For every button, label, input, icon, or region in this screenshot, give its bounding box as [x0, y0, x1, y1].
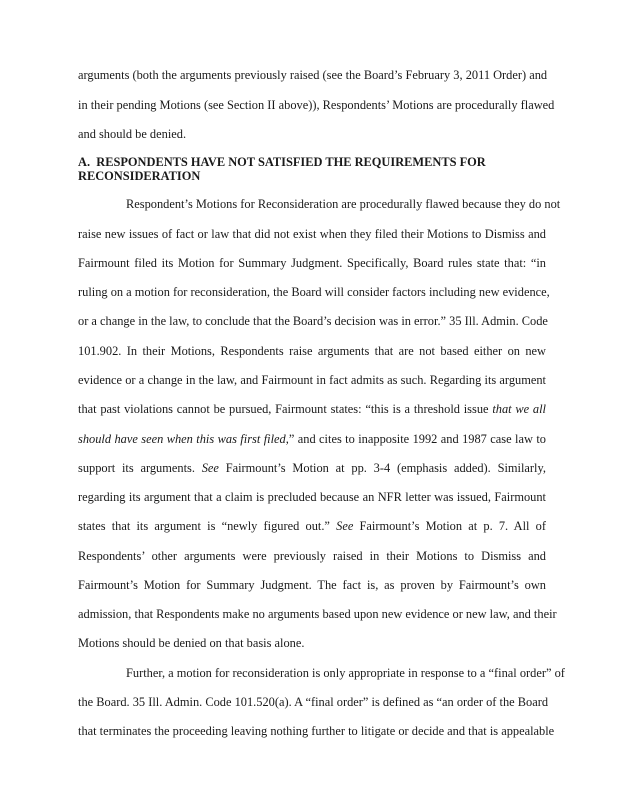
paragraph-1-line-10-see: See	[201, 461, 219, 475]
paragraph-1-line-6: 101.902. In their Motions, Respondents raise arguments that are not based either on new	[78, 344, 546, 358]
paragraph-1-line-10	[78, 461, 546, 476]
intro-line-3: and should be denied.	[78, 127, 187, 141]
intro-line-2: in their pending Motions (see Section II above)), Respondents’ Motions are procedurally flawed	[78, 98, 555, 112]
paragraph-1-line-7: evidence or a change in the law, and Fairmount in fact admits as such. Regarding its argument	[78, 373, 546, 387]
section-heading-line-1: RESPONDENTS HAVE NOT SATISFIED THE REQUIREMENTS FOR	[96, 155, 486, 169]
paragraph-1-line-8-text: that past violations cannot be pursued, Fairmount states: “this is a threshold issue	[78, 402, 493, 416]
paragraph-1-line-13: Respondents’ other arguments were previously raised in their Motions to Dismiss and	[78, 549, 546, 563]
paragraph-1-line-15: admission, that Respondents make no arguments based upon new evidence or new law, and their	[78, 607, 557, 621]
paragraph-1-line-8-italic: that we all	[492, 402, 546, 416]
paragraph-1-line-12-text-b: Fairmount’s Motion at p. 7. All of	[353, 519, 547, 533]
section-heading-label: A.	[78, 155, 91, 169]
paragraph-1-line-10-text-a: support its arguments.	[78, 461, 202, 475]
paragraph-1-line-12-text-a: states that its argument is “newly figured out.”	[78, 519, 337, 533]
paragraph-1-line-9-italic: should have seen when this was first filed,	[78, 432, 289, 446]
paragraph-1-line-16: Motions should be denied on that basis alone.	[78, 636, 305, 650]
section-heading-line-2: RECONSIDERATION	[78, 169, 201, 183]
paragraph-1-line-8	[78, 402, 546, 417]
paragraph-2-line-1: Further, a motion for reconsideration is only appropriate in response to a “final order” of	[126, 666, 565, 680]
paragraph-1-line-14: Fairmount’s Motion for Summary Judgment. The fact is, as proven by Fairmount’s own	[78, 578, 546, 592]
intro-line-1: arguments (both the arguments previously raised (see the Board’s February 3, 2011 Order) and	[78, 68, 548, 82]
section-heading	[78, 155, 486, 170]
paragraph-2-line-2: the Board. 35 Ill. Admin. Code 101.520(a). A “final order” is defined as “an order of the Board	[78, 695, 549, 709]
paragraph-1-line-9	[78, 432, 546, 447]
paragraph-1-line-12-see: See	[336, 519, 354, 533]
paragraph-1-line-12	[78, 519, 546, 534]
paragraph-1-line-10-text-b: Fairmount’s Motion at pp. 3-4 (emphasis added). Similarly,	[218, 461, 546, 475]
paragraph-1-line-2: raise new issues of fact or law that did not exist when they filed their Motions to Dismiss and	[78, 227, 546, 241]
paragraph-2-line-3: that terminates the proceeding leaving nothing further to litigate or decide and that is appealable	[78, 724, 555, 738]
paragraph-1-line-5: or a change in the law, to conclude that the Board’s decision was in error.” 35 Ill. Admin. Code	[78, 314, 548, 328]
paragraph-1-line-3: Fairmount filed its Motion for Summary Judgment. Specifically, Board rules state that: “in	[78, 256, 546, 270]
paragraph-1-line-4: ruling on a motion for reconsideration, the Board will consider factors including new evidence,	[78, 285, 550, 299]
paragraph-1-line-1: Respondent’s Motions for Reconsideration are procedurally flawed because they do not	[126, 197, 561, 211]
paragraph-1-line-11: regarding its argument that a claim is precluded because an NFR letter was issued, Fairmount	[78, 490, 546, 504]
paragraph-1-line-9-text: ” and cites to inapposite 1992 and 1987 case law to	[288, 432, 546, 446]
